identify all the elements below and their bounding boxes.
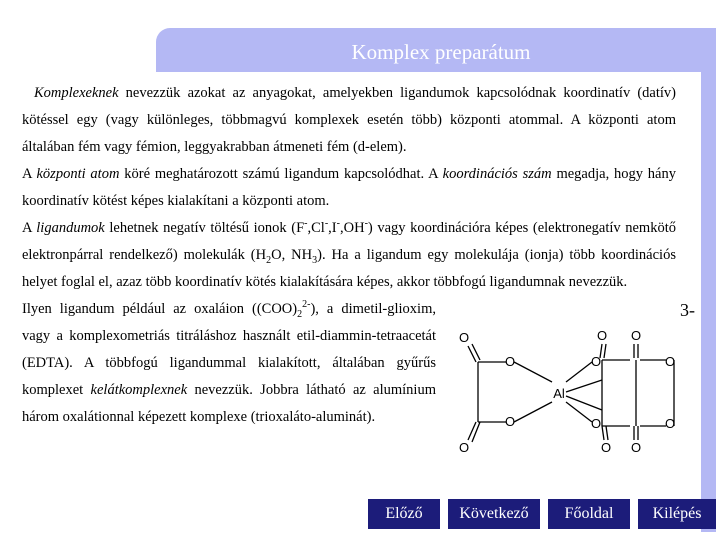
atom-oxygen: O [458, 440, 470, 455]
atom-oxygen: O [458, 330, 470, 345]
home-button[interactable]: Főoldal [548, 499, 630, 529]
atom-oxygen: O [596, 328, 608, 343]
atom-oxygen: O [664, 354, 676, 369]
superscript: - [364, 218, 368, 230]
exit-button[interactable]: Kilépés [638, 499, 716, 529]
atom-oxygen: O [600, 440, 612, 455]
superscript: - [304, 218, 308, 230]
text-fragment: Ilyen ligandum például az oxaláion ((COO) [22, 301, 298, 317]
text-fragment: ,OH [339, 220, 365, 236]
right-decor-bar [701, 72, 716, 532]
text-fragment: lehetnek negatív töltésű ionok (F [104, 220, 305, 236]
text-fragment: ) vagy koordinációra képes (elektronegatív nemkötő elektronpárral rendelkező) molekulák (H [22, 220, 676, 263]
page-title: Komplex preparátum [351, 40, 531, 64]
text-fragment: O, NH [271, 247, 313, 263]
superscript: - [336, 218, 340, 230]
term-coordination-number: koordinációs szám [442, 166, 552, 182]
text-fragment: ,Cl [307, 220, 325, 236]
trioxalato-aluminate-diagram [452, 318, 690, 468]
term-komplex: Komplexeknek [34, 85, 119, 101]
text-fragment: ), a dimetil-glioxim, vagy a komplexometriás titráláshoz használt etil-diammin-tetraacetát (EDTA). A többfogú ligandummal kialakított, általában gyűrűs komplexet [22, 301, 436, 398]
text-fragment: A [22, 166, 37, 182]
text-fragment: köré meghatározott számú ligandum kapcsolódhat. A [119, 166, 443, 182]
text-fragment: megadja, hogy hány koordinatív kötést képes kialakítani a központi atom. [22, 166, 676, 209]
text-fragment: nevezzük. Jobbra látható az alumínium három oxalátionnal képezett komplexe (trioxaláto-aluminát). [22, 382, 436, 425]
text-fragment: ,I [328, 220, 337, 236]
next-button[interactable]: Következő [448, 499, 540, 529]
paragraph-central-atom [22, 161, 676, 215]
term-ligands: ligandumok [36, 220, 105, 236]
atom-aluminium: Al [553, 386, 565, 401]
subscript: 3 [312, 254, 318, 266]
atom-oxygen: O [590, 354, 602, 369]
complex-charge: 3- [680, 300, 695, 320]
subscript: 2 [266, 254, 272, 266]
atom-oxygen: O [630, 328, 642, 343]
paragraph-chelate [22, 296, 436, 431]
superscript: - [324, 218, 329, 230]
prev-button[interactable]: Előző [368, 499, 440, 529]
paragraph-text: nevezzük azokat az anyagokat, amelyekben ligandumok kapcsolódnak koordinatív (datív) kötéssel egy (vagy különleges, többmagvú komplexek esetén több) központi atommal. A központi atom általában fém vagy fémion, leggyakrabban átmeneti fém (d-elem). [22, 85, 676, 155]
atom-oxygen: O [630, 440, 642, 455]
title-band [156, 28, 716, 72]
subscript: 2 [297, 308, 303, 320]
superscript: 2- [302, 299, 311, 311]
text-fragment: ). Ha a ligandum egy molekulája (ionja) több koordinációs helyet foglal el, azaz több koordinatív kötés kialakítására képes, akkor többfogú ligandumnak nevezzük. [22, 247, 676, 290]
atom-oxygen: O [504, 414, 516, 429]
paragraph-definition [22, 80, 676, 161]
text-fragment: A [22, 220, 37, 236]
atom-oxygen: O [590, 416, 602, 431]
atom-oxygen: O [664, 416, 676, 431]
paragraph-ligands [22, 215, 676, 296]
term-central-atom: központi atom [36, 166, 120, 182]
atom-oxygen: O [504, 354, 516, 369]
term-chelate: kelátkomplexnek [90, 382, 188, 398]
